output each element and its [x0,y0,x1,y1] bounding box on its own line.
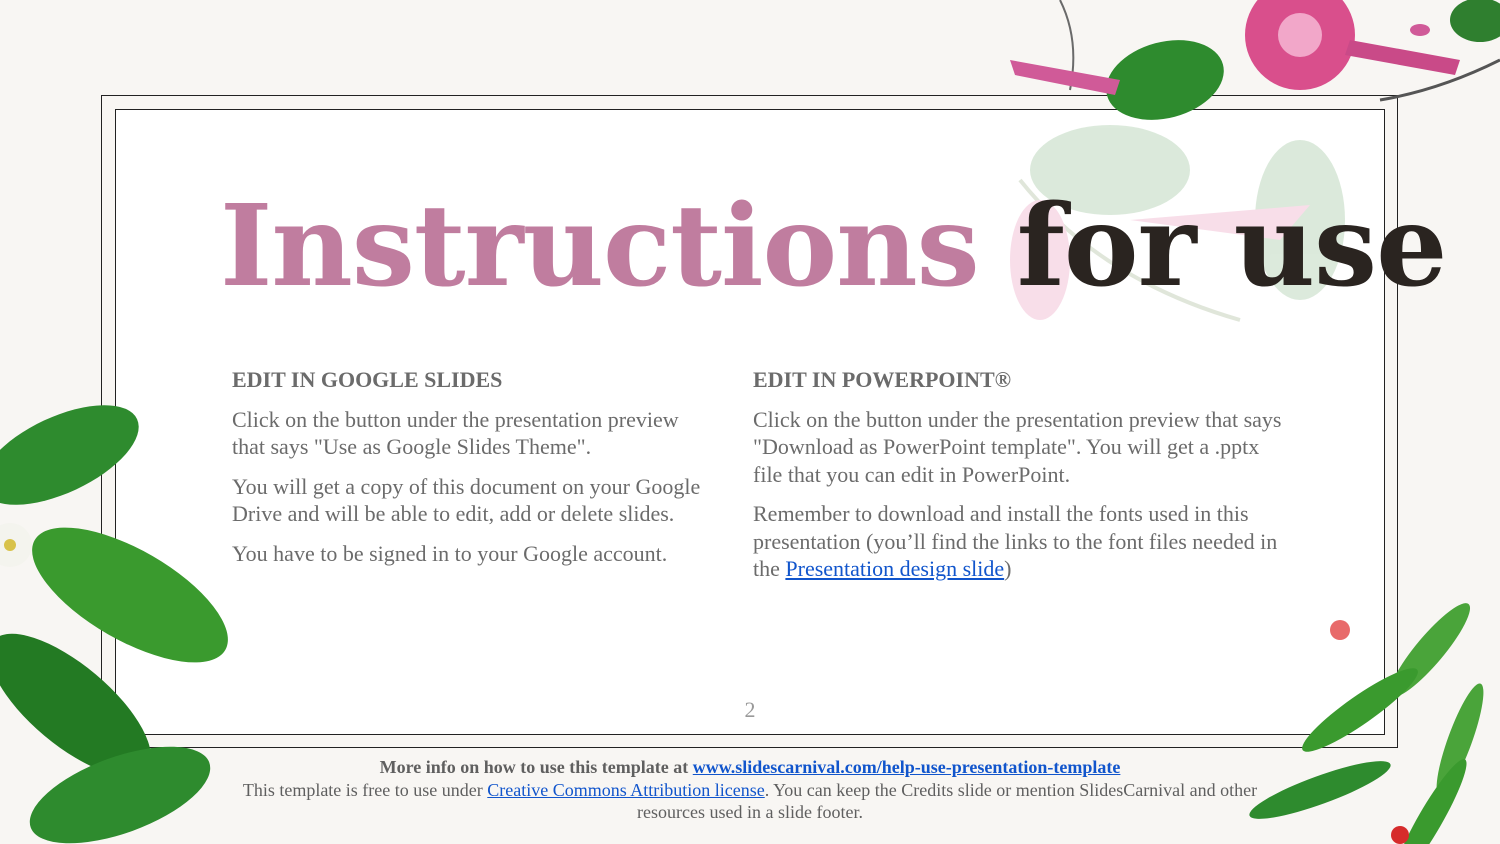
footer-license-suffix: . You can keep the Credits slide or mention SlidesCarnival and other resources used in a slide footer. [637,779,1258,822]
leaves-bottom-left [0,395,260,844]
footer-license-text: This template is free to use under [242,779,488,800]
fonts-note-text: Remember to download and install the fonts used in this presentation (you’ll find the links to the font files needed in the [753,501,1278,581]
google-paragraph-3: You have to be signed in to your Google account. [232,540,668,566]
powerpoint-paragraph-1: Click on the button under the presentation preview that says "Download as PowerPoint template". You will get a .pptx file that you can edit in PowerPoint. [753,406,1282,487]
footer-info [230,756,1270,779]
footer-info-text: More info on how to use this template at [379,757,693,777]
cc-license-link[interactable]: Creative Commons Attribution license [487,779,765,800]
powerpoint-section [753,366,1283,595]
google-paragraph-2: You will get a copy of this document on your Google Drive and will be able to edit, add or delete slides. [232,473,701,526]
title-accent: Instructions [220,181,979,312]
powerpoint-paragraph-2 [753,500,1283,583]
fonts-note-suffix: ) [1004,556,1012,581]
slide-title [220,181,1447,312]
page-number: 2 [744,697,756,722]
footer-license [230,779,1270,824]
google-paragraph-1: Click on the button under the presentation preview that says "Use as Google Slides Theme". [232,406,679,459]
powerpoint-heading: EDIT IN POWERPOINT® [753,367,1012,392]
floral-top-right [1000,0,1500,130]
help-template-link[interactable]: www.slidescarnival.com/help-use-presentation-template [692,757,1121,777]
title-rest: for use [1016,181,1447,312]
footer [230,756,1270,824]
google-heading: EDIT IN GOOGLE SLIDES [232,367,503,392]
google-slides-section [232,366,702,579]
presentation-design-link[interactable]: Presentation design slide [785,556,1005,581]
leaves-bottom-right [1230,590,1500,844]
